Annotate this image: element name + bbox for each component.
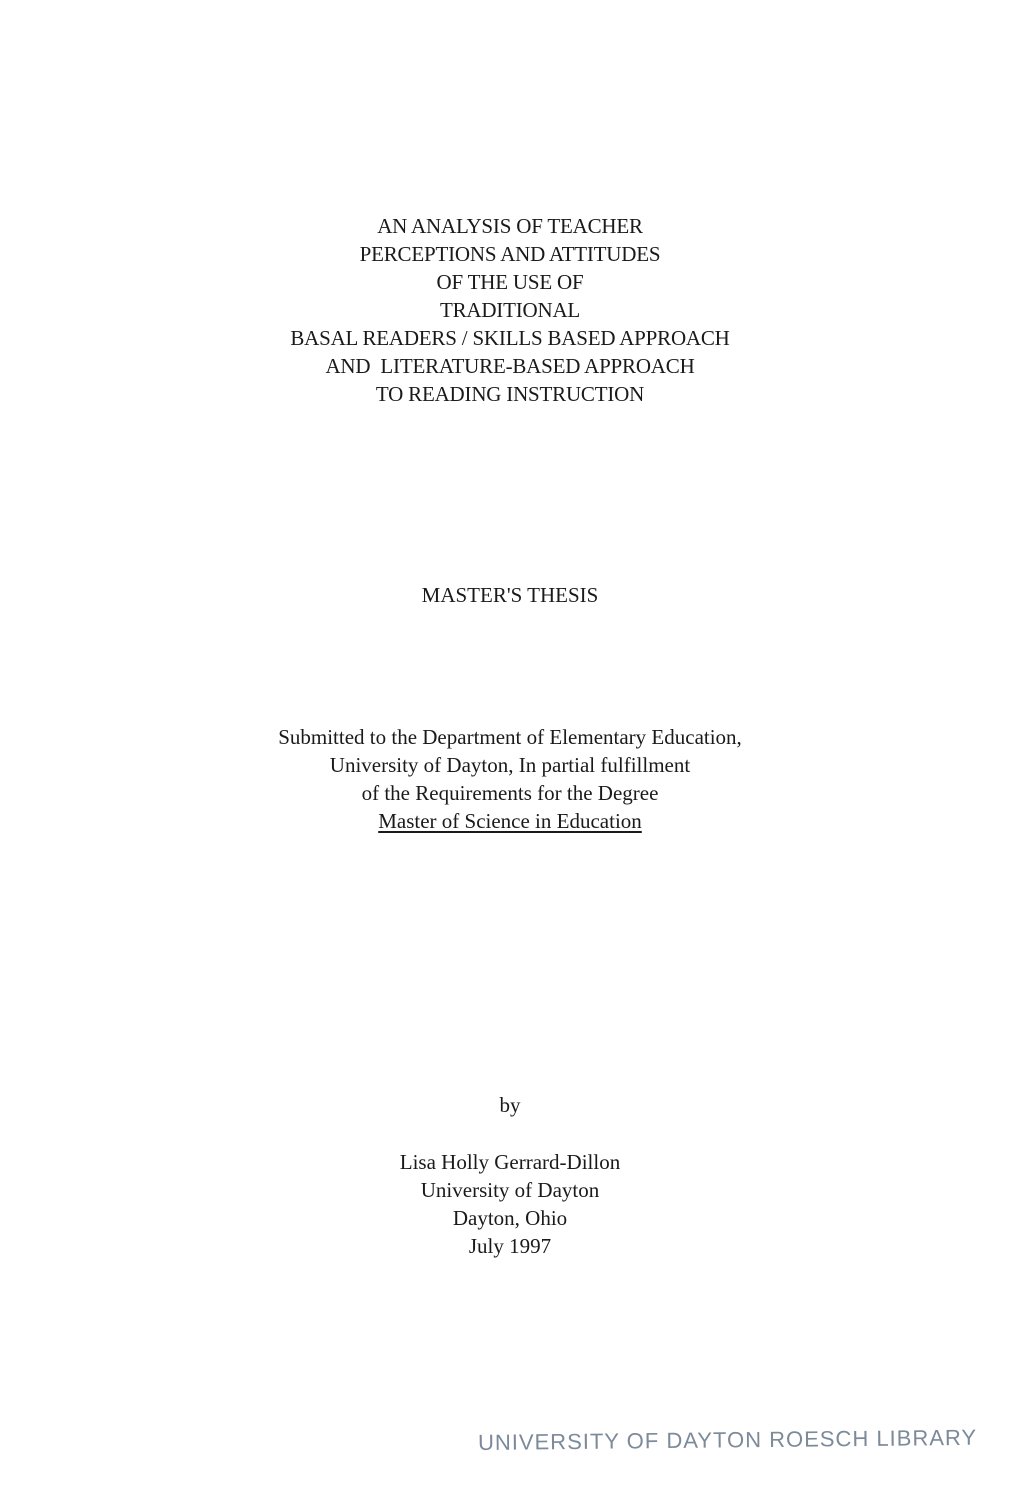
byline xyxy=(0,1091,1020,1119)
submission-date: July 1997 xyxy=(468,1234,552,1258)
document-type-label: MASTER'S THESIS xyxy=(421,583,599,607)
title-line: OF THE USE OF xyxy=(436,270,584,294)
author-name: Lisa Holly Gerrard-Dillon xyxy=(399,1150,621,1174)
title-line: AN ANALYSIS OF TEACHER xyxy=(377,214,643,238)
submission-line: University of Dayton, In partial fulfillment xyxy=(329,753,691,777)
submission-line: of the Requirements for the Degree xyxy=(361,781,659,805)
submission-statement xyxy=(0,723,1020,835)
title-line: TO READING INSTRUCTION xyxy=(375,382,645,406)
title-line: BASAL READERS / SKILLS BASED APPROACH xyxy=(290,326,730,350)
thesis-title xyxy=(0,212,1020,408)
degree-name: Master of Science in Education xyxy=(378,809,642,833)
title-line: TRADITIONAL xyxy=(439,298,581,322)
author-institution: University of Dayton xyxy=(420,1178,600,1202)
submission-line: Submitted to the Department of Elementary Education, xyxy=(278,725,742,749)
title-line: AND LITERATURE-BASED APPROACH xyxy=(325,354,695,378)
author-info xyxy=(0,1148,1020,1260)
document-type xyxy=(0,581,1020,609)
library-stamp: UNIVERSITY OF DAYTON ROESCH LIBRARY xyxy=(477,1424,978,1455)
by-label: by xyxy=(499,1093,521,1117)
title-line: PERCEPTIONS AND ATTITUDES xyxy=(359,242,661,266)
author-location: Dayton, Ohio xyxy=(452,1206,568,1230)
